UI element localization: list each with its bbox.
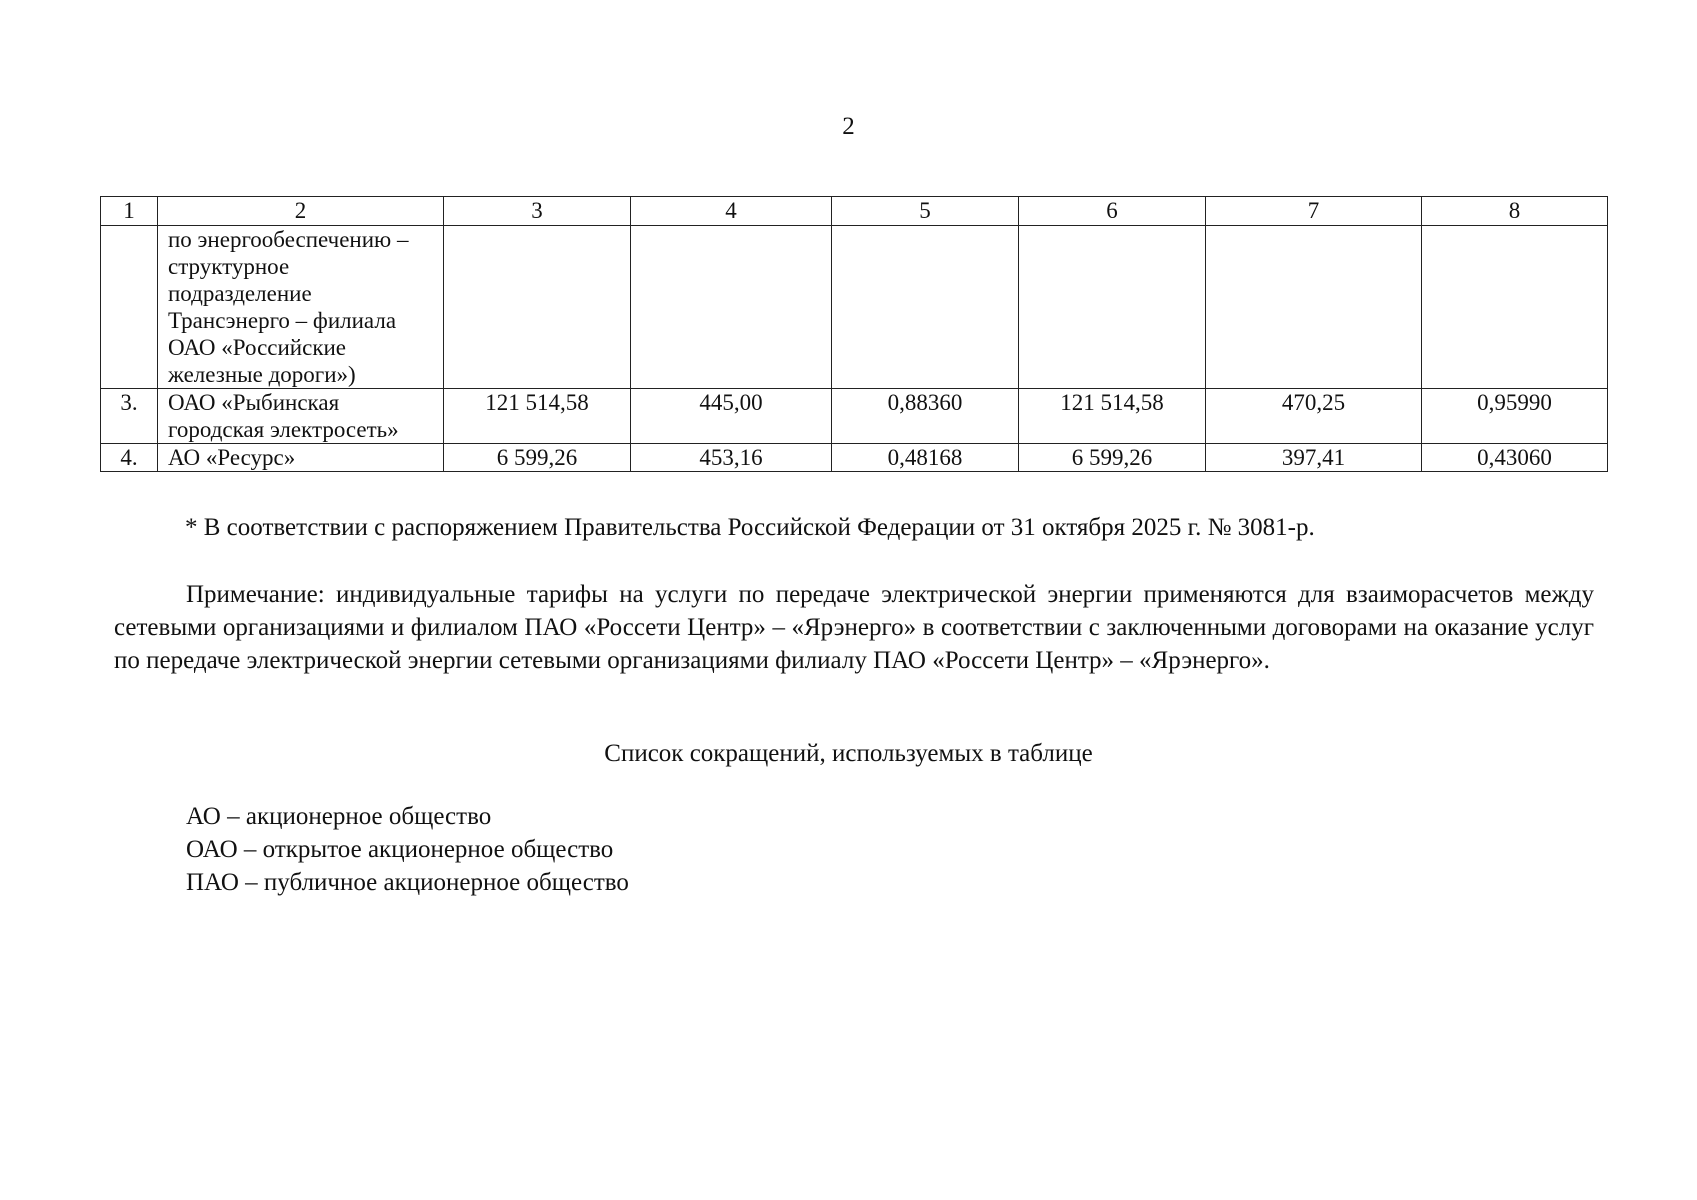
column-header: 6	[1019, 197, 1206, 226]
column-header: 5	[832, 197, 1019, 226]
table-cell: 121 514,58	[1019, 389, 1206, 444]
table-cell	[444, 226, 631, 389]
table-cell: 0,48168	[832, 444, 1019, 472]
abbreviation-item: ОАО – открытое акционерное общество	[186, 836, 614, 863]
table-cell: 0,88360	[832, 389, 1019, 444]
table-cell: 0,43060	[1422, 444, 1608, 472]
table-cell: 397,41	[1206, 444, 1422, 472]
row-number: 3.	[101, 389, 158, 444]
table-row	[101, 226, 1608, 389]
tariff-table	[100, 196, 1608, 472]
table-header-row	[101, 197, 1608, 226]
table-cell: 6 599,26	[444, 444, 631, 472]
table-cell: 445,00	[631, 389, 832, 444]
table-cell	[1422, 226, 1608, 389]
table-row	[101, 389, 1608, 444]
table-cell	[832, 226, 1019, 389]
abbreviation-item: ПАО – публичное акционерное общество	[186, 869, 629, 896]
note-paragraph: Примечание: индивидуальные тарифы на услуги по передаче электрической энергии применяются для взаиморасчетов между сетевыми организациями и филиалом ПАО «Россети Центр» – «Ярэнерго» в соответствии с заключенными договорами на оказание услуг по передаче электрической энергии сетевыми организациями филиалу ПАО «Россети Центр» – «Ярэнерго».	[114, 581, 1594, 674]
page-number: 2	[842, 113, 855, 140]
table-cell: 121 514,58	[444, 389, 631, 444]
row-number: 4.	[101, 444, 158, 472]
column-header: 2	[158, 197, 444, 226]
table-cell: 6 599,26	[1019, 444, 1206, 472]
column-header: 1	[101, 197, 158, 226]
table-cell: 453,16	[631, 444, 832, 472]
abbreviations-list	[186, 800, 629, 899]
footnote: * В соответствии с распоряжением Правительства Российской Федерации от 31 октября 2025 г. № 3081-р.	[185, 514, 1315, 541]
table-cell	[1019, 226, 1206, 389]
abbreviation-item: АО – акционерное общество	[186, 803, 492, 830]
table-row	[101, 444, 1608, 472]
column-header: 3	[444, 197, 631, 226]
organization-name: ОАО «Рыбинская городская электросеть»	[158, 389, 444, 444]
table-cell	[1206, 226, 1422, 389]
organization-name: по энергообеспечению – структурное подразделение Трансэнерго – филиала ОАО «Российские железные дороги»)	[158, 226, 444, 389]
organization-name: АО «Ресурс»	[158, 444, 444, 472]
column-header: 7	[1206, 197, 1422, 226]
table-cell: 470,25	[1206, 389, 1422, 444]
column-header: 4	[631, 197, 832, 226]
abbreviations-title: Список сокращений, используемых в таблице	[604, 740, 1093, 767]
column-header: 8	[1422, 197, 1608, 226]
table-cell: 0,95990	[1422, 389, 1608, 444]
row-number	[101, 226, 158, 389]
table-cell	[631, 226, 832, 389]
